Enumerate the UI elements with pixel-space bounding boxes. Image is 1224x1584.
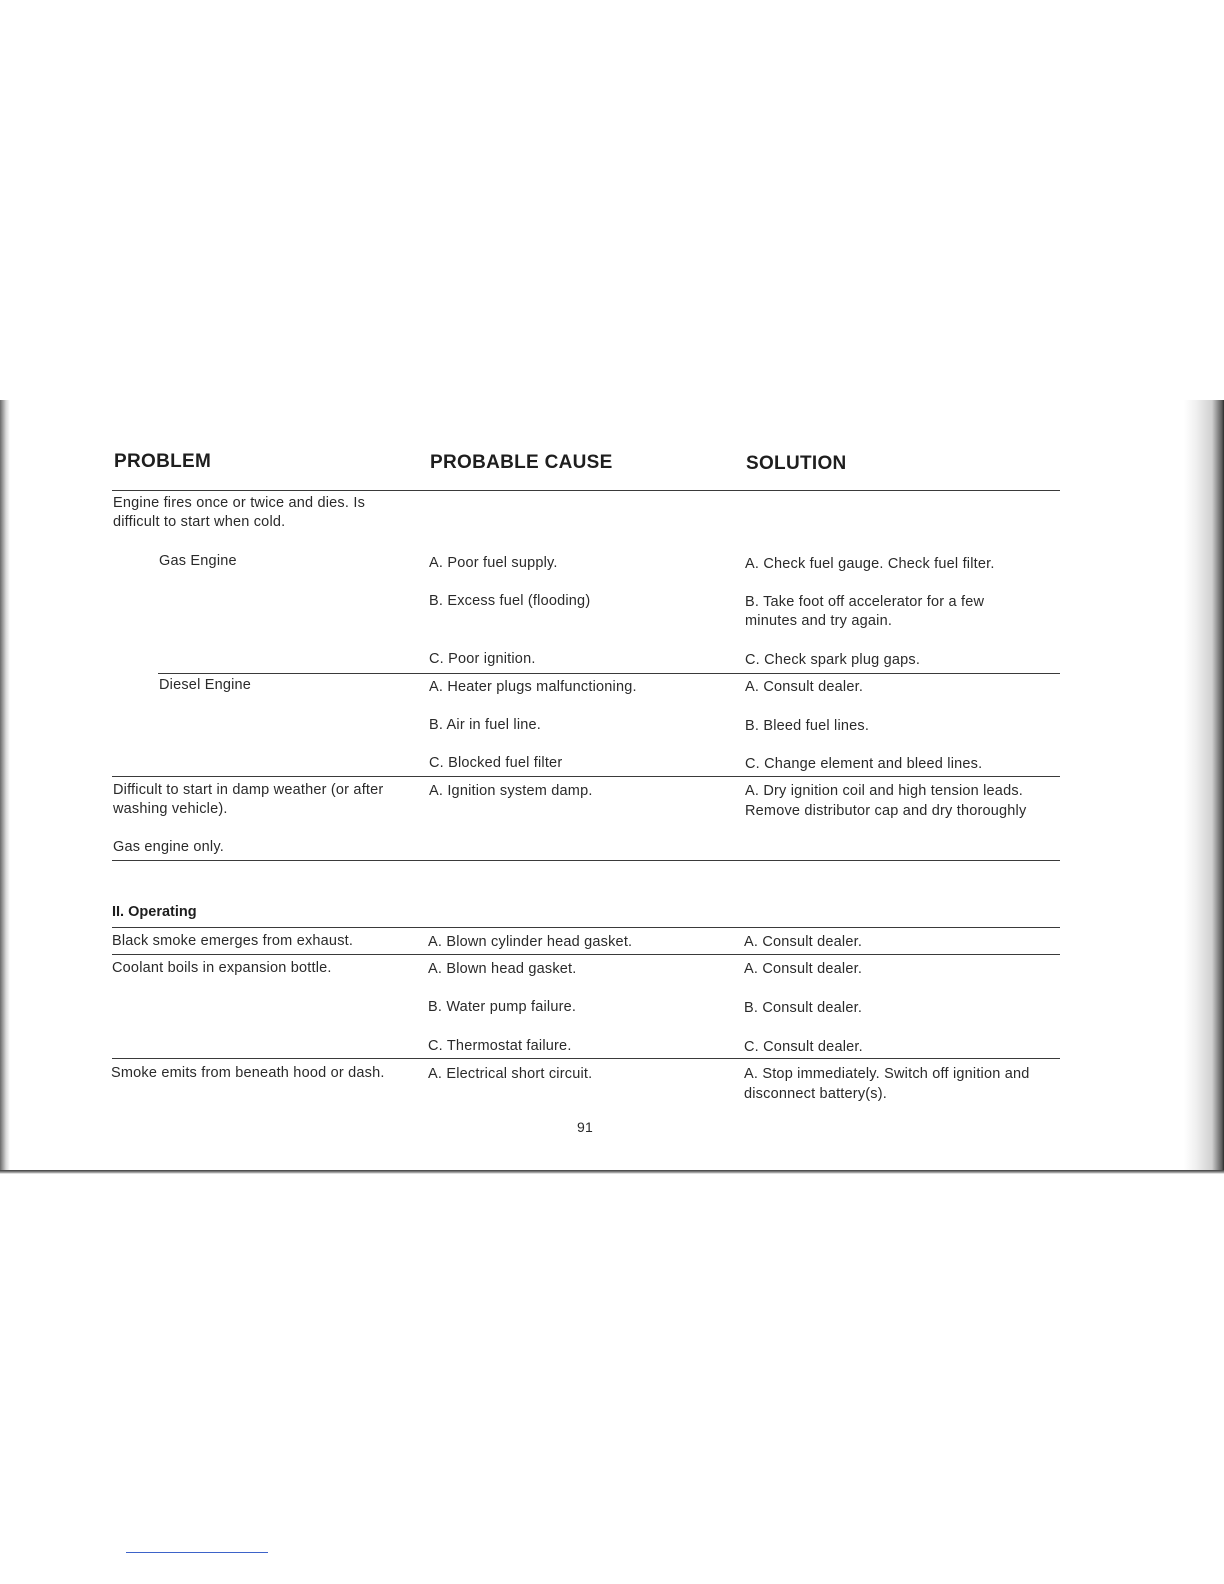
coolant-solution-b: B. Consult dealer.	[744, 1000, 863, 1016]
smoke-hood-cause-a: A. Electrical short circuit.	[428, 1066, 593, 1082]
starting-end-rule	[112, 860, 1060, 861]
damp-note: Gas engine only.	[113, 839, 224, 855]
smoke-hood-solution-a-line2: disconnect battery(s).	[744, 1086, 888, 1102]
coolant-solution-a: A. Consult dealer.	[744, 961, 863, 977]
diesel-damp-divider	[112, 776, 1060, 777]
damp-cause-a: A. Ignition system damp.	[429, 783, 593, 799]
gas-solution-c: C. Check spark plug gaps.	[745, 652, 921, 668]
header-problem: PROBLEM	[114, 451, 212, 472]
gas-cause-a: A. Poor fuel supply.	[429, 555, 558, 571]
diesel-engine-label: Diesel Engine	[159, 677, 252, 693]
gas-solution-b-line1: B. Take foot off accelerator for a few	[745, 594, 985, 610]
smoke-hood-solution-a-line1: A. Stop immediately. Switch off ignition and	[744, 1066, 1030, 1082]
coolant-solution-c: C. Consult dealer.	[744, 1039, 863, 1055]
page-edge-bottom	[0, 1170, 1224, 1174]
gas-engine-label: Gas Engine	[159, 553, 237, 569]
damp-solution-a-line1: A. Dry ignition coil and high tension leads.	[745, 783, 1024, 799]
gas-solution-a: A. Check fuel gauge. Check fuel filter.	[745, 556, 995, 572]
black-smoke-problem: Black smoke emerges from exhaust.	[112, 933, 354, 949]
damp-problem-line2: washing vehicle).	[113, 801, 228, 817]
gas-cause-b: B. Excess fuel (flooding)	[429, 593, 591, 609]
gas-solution-b-line2: minutes and try again.	[745, 613, 893, 629]
gas-cause-c: C. Poor ignition.	[429, 651, 536, 667]
diesel-solution-b: B. Bleed fuel lines.	[745, 718, 870, 734]
coolant-cause-c: C. Thermostat failure.	[428, 1038, 572, 1054]
section-title-operating: II. Operating	[112, 904, 197, 920]
page-edge-right	[1184, 400, 1224, 1170]
page-number: 91	[577, 1119, 593, 1135]
coolant-problem: Coolant boils in expansion bottle.	[112, 960, 332, 976]
damp-solution-a-line2: Remove distributor cap and dry thoroughly	[745, 803, 1027, 819]
coolant-cause-a: A. Blown head gasket.	[428, 961, 577, 977]
problem-fires-line1: Engine fires once or twice and dies. Is	[113, 495, 366, 511]
diesel-solution-a: A. Consult dealer.	[745, 679, 864, 695]
header-solution: SOLUTION	[746, 453, 847, 474]
diesel-solution-c: C. Change element and bleed lines.	[745, 756, 983, 772]
black-smoke-divider	[112, 954, 1060, 955]
coolant-divider	[112, 1058, 1060, 1059]
header-probable-cause: PROBABLE CAUSE	[430, 452, 613, 473]
page-edge-left	[0, 400, 10, 1170]
header-rule	[112, 490, 1060, 491]
damp-problem-line1: Difficult to start in damp weather (or after	[113, 782, 384, 798]
smoke-hood-problem: Smoke emits from beneath hood or dash.	[111, 1065, 385, 1081]
diesel-cause-c: C. Blocked fuel filter	[429, 755, 563, 771]
diesel-cause-a: A. Heater plugs malfunctioning.	[429, 679, 637, 695]
coolant-cause-b: B. Water pump failure.	[428, 999, 577, 1015]
black-smoke-solution-a: A. Consult dealer.	[744, 934, 863, 950]
gas-diesel-divider	[158, 673, 1060, 674]
footer-underline	[126, 1552, 268, 1553]
operating-header-rule	[112, 927, 1060, 928]
diesel-cause-b: B. Air in fuel line.	[429, 717, 541, 733]
black-smoke-cause-a: A. Blown cylinder head gasket.	[428, 934, 633, 950]
problem-fires-line2: difficult to start when cold.	[113, 514, 286, 530]
